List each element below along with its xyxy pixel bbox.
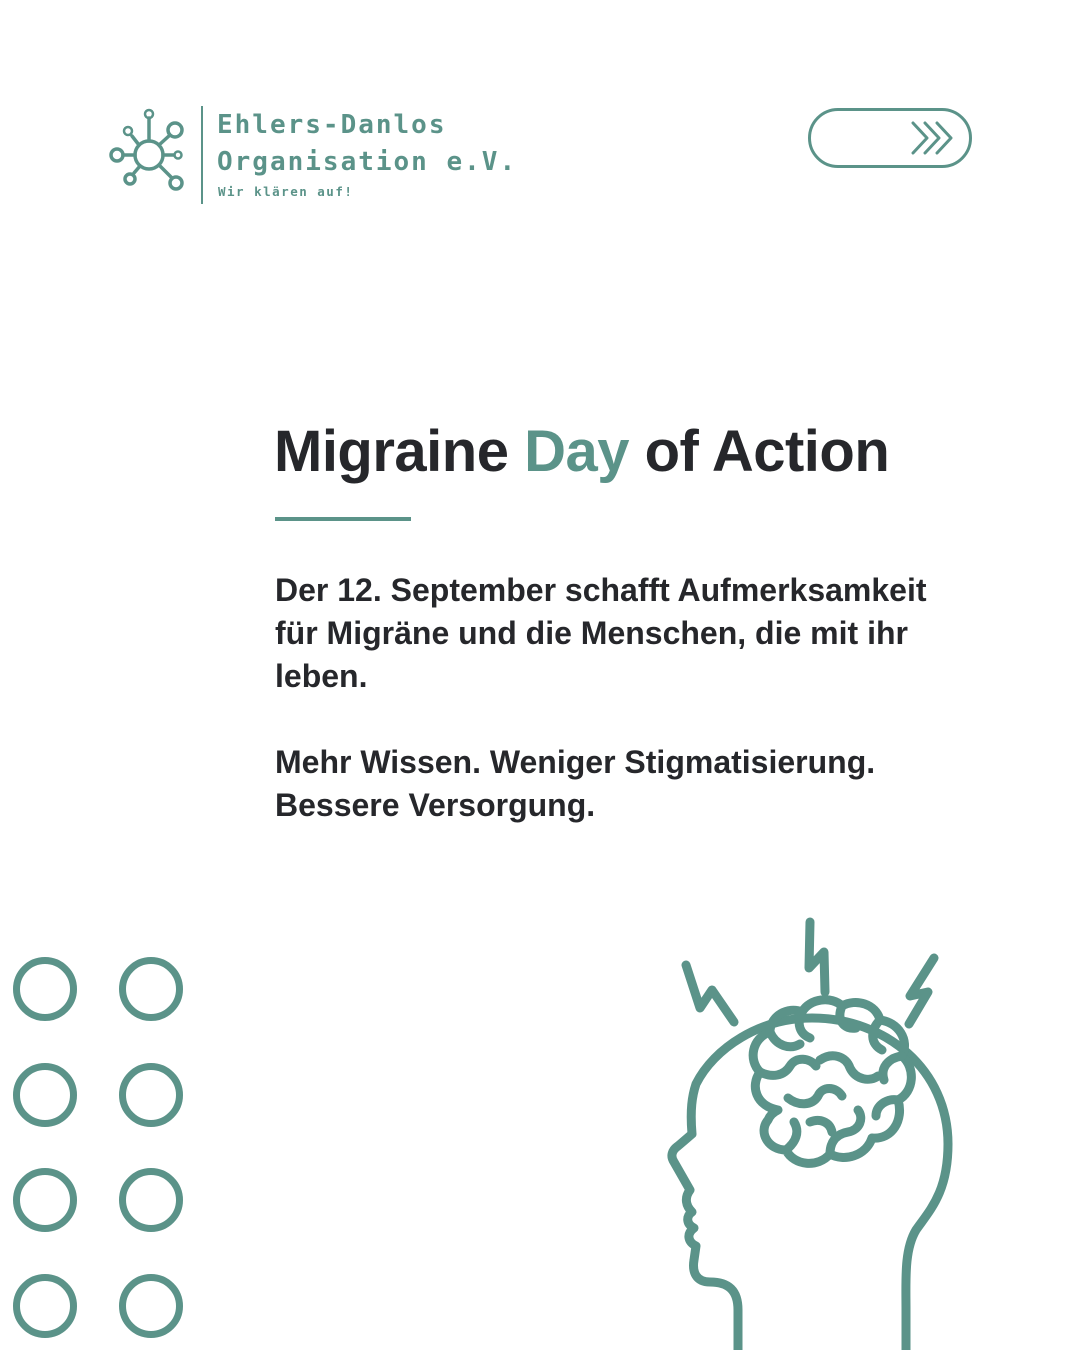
lightning-bolt-icon xyxy=(909,958,934,1024)
title-part2: of Action xyxy=(629,419,890,484)
body-paragraph-1: Der 12. September schafft Aufmerksamkeit für Migräne und die Menschen, die mit ihr leben. xyxy=(275,572,927,694)
molecule-icon xyxy=(108,106,190,198)
brand-name-line1: Ehlers-Danlos xyxy=(217,110,447,140)
circle-dot xyxy=(119,1274,183,1338)
brand-logo xyxy=(108,106,518,206)
next-button[interactable] xyxy=(808,108,972,168)
lightning-bolt-icon xyxy=(686,965,734,1022)
logo-divider xyxy=(201,106,203,204)
head-brain-migraine-icon xyxy=(660,910,980,1350)
title-part1: Migraine xyxy=(274,419,525,484)
triple-chevron-right-icon xyxy=(909,120,957,156)
brand-tagline: Wir klären auf! xyxy=(218,184,354,199)
title-accent: Day xyxy=(524,419,630,484)
circle-dot xyxy=(119,1063,183,1127)
lightning-bolt-icon xyxy=(809,922,825,992)
title-underline xyxy=(275,517,411,521)
circle-dot xyxy=(119,957,183,1021)
circle-dot xyxy=(119,1168,183,1232)
circle-dot xyxy=(13,957,77,1021)
body-paragraph-2: Mehr Wissen. Weniger Stigmatisierung. Bessere Versorgung. xyxy=(275,744,876,823)
page-title xyxy=(274,418,889,485)
circle-dot xyxy=(13,1063,77,1127)
brand-name-line2: Organisation e.V. xyxy=(217,147,518,177)
circle-dot xyxy=(13,1168,77,1232)
circle-dot xyxy=(13,1274,77,1338)
